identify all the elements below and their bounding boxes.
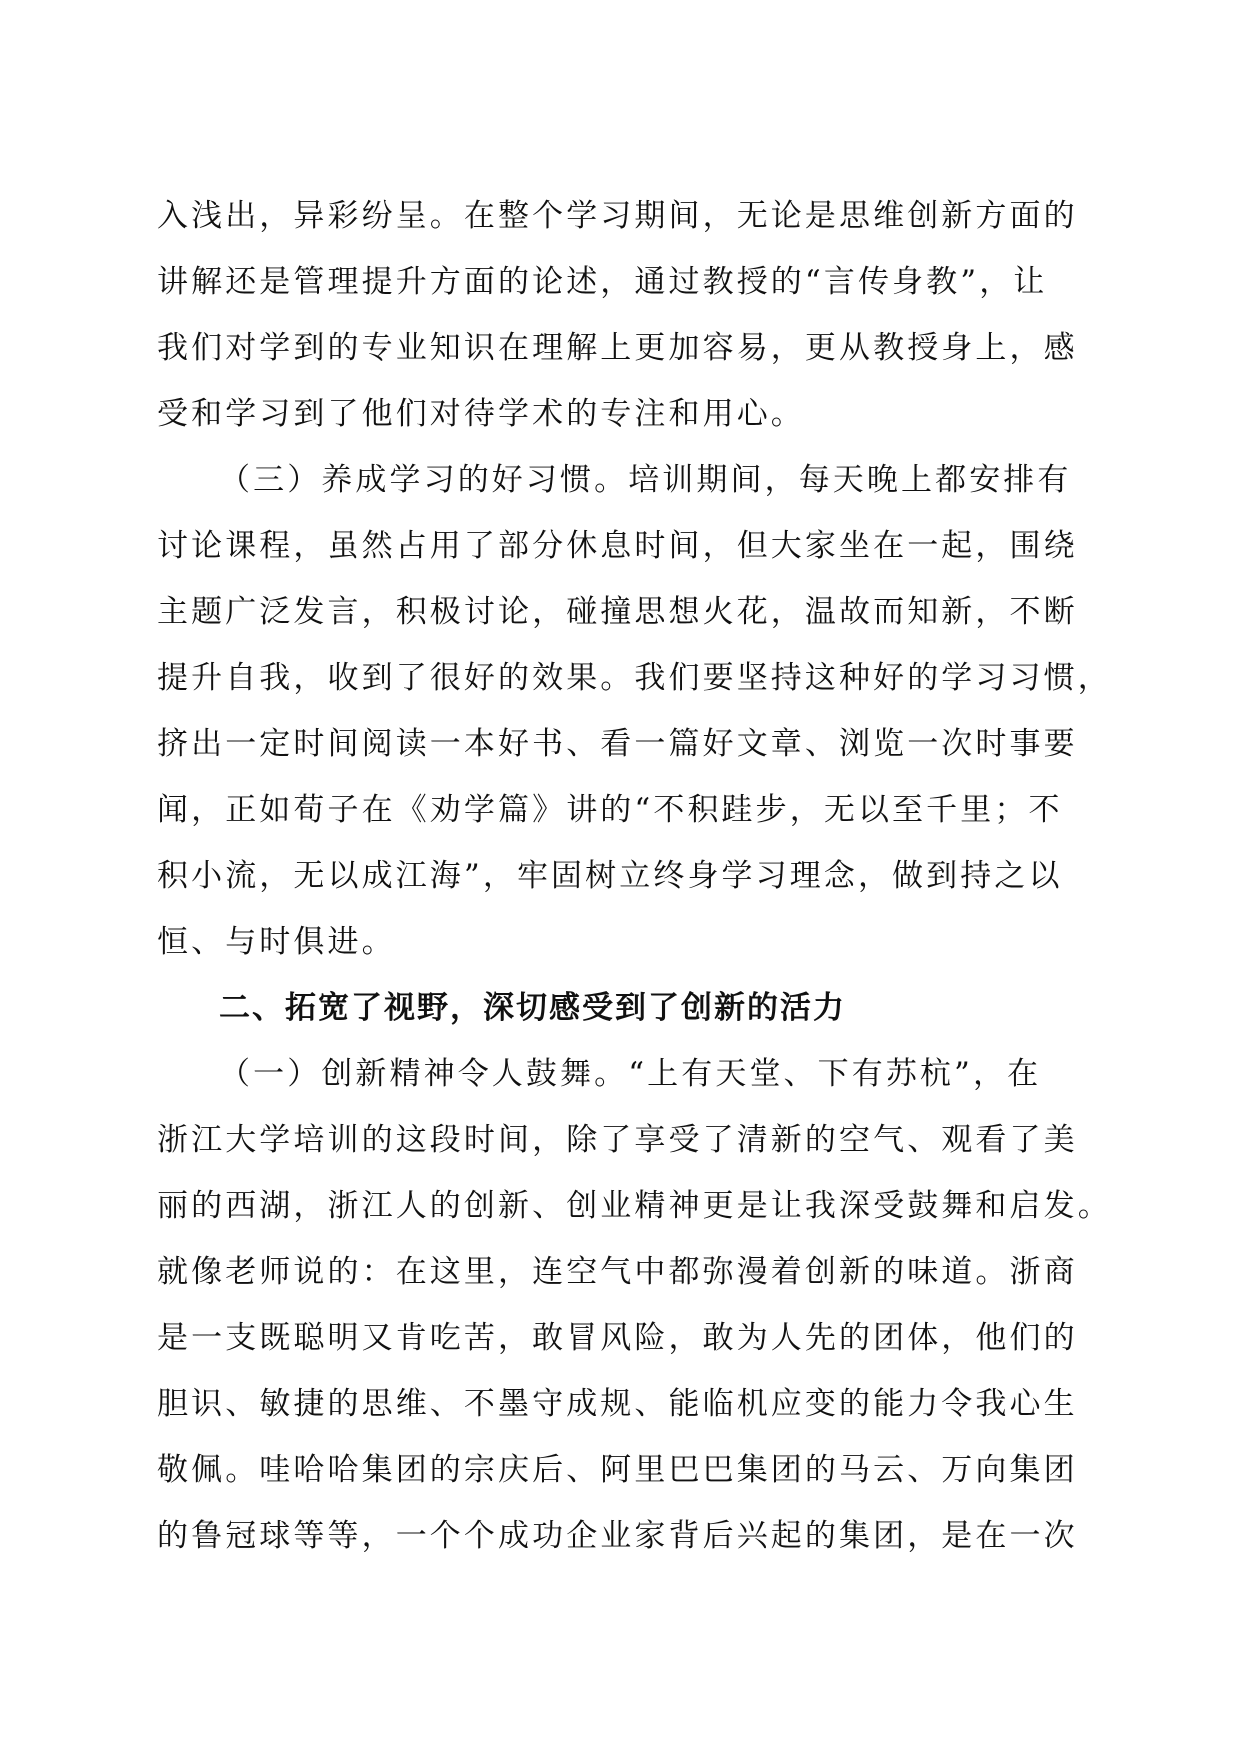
text-line-12: 恒、与时俱进。 [157, 924, 396, 960]
text-line-17: 就像老师说的：在这里，连空气中都弥漫着创新的味道。浙商 [157, 1254, 1078, 1290]
text-line-9: 挤出一定时间阅读一本好书、看一篇好文章、浏览一次时事要 [157, 726, 1078, 762]
text-line-8: 提升自我，收到了很好的效果。我们要坚持这种好的学习习惯， [157, 660, 1112, 696]
text-line-20: 敬佩。哇哈哈集团的宗庆后、阿里巴巴集团的马云、万向集团 [157, 1452, 1078, 1488]
text-line-15: 浙江大学培训的这段时间，除了享受了清新的空气、观看了美 [157, 1122, 1078, 1158]
text-line-2: 讲解还是管理提升方面的论述，通过教授的“言传身教”，让 [157, 264, 1048, 300]
text-line-1: 入浅出，异彩纷呈。在整个学习期间，无论是思维创新方面的 [157, 198, 1078, 234]
text-line-16: 丽的西湖，浙江人的创新、创业精神更是让我深受鼓舞和启发。 [157, 1188, 1112, 1224]
text-line-21: 的鲁冠球等等，一个个成功企业家背后兴起的集团，是在一次 [157, 1518, 1078, 1554]
text-line-7: 主题广泛发言，积极讨论，碰撞思想火花，温故而知新，不断 [157, 594, 1078, 630]
text-line-6: 讨论课程，虽然占用了部分休息时间，但大家坐在一起，围绕 [157, 528, 1078, 564]
text-line-18: 是一支既聪明又肯吃苦，敢冒风险，敢为人先的团体，他们的 [157, 1320, 1078, 1356]
text-line-11: 积小流，无以成江海”，牢固树立终身学习理念，做到持之以 [157, 858, 1063, 894]
section-heading: 二、拓宽了视野，深切感受到了创新的活力 [219, 990, 846, 1026]
text-line-19: 胆识、敏捷的思维、不墨守成规、能临机应变的能力令我心生 [157, 1386, 1078, 1422]
document-body [157, 183, 1112, 1569]
text-line-3: 我们对学到的专业知识在理解上更加容易，更从教授身上，感 [157, 330, 1078, 366]
text-line-10: 闻，正如荀子在《劝学篇》讲的“不积跬步，无以至千里；不 [157, 792, 1063, 828]
text-line-4: 受和学习到了他们对待学术的专注和用心。 [157, 396, 805, 432]
paragraph-start-line-14: （一）创新精神令人鼓舞。“上有天堂、下有苏杭”，在 [219, 1056, 1042, 1092]
paragraph-start-line-5: （三）养成学习的好习惯。培训期间，每天晚上都安排有 [219, 462, 1072, 498]
